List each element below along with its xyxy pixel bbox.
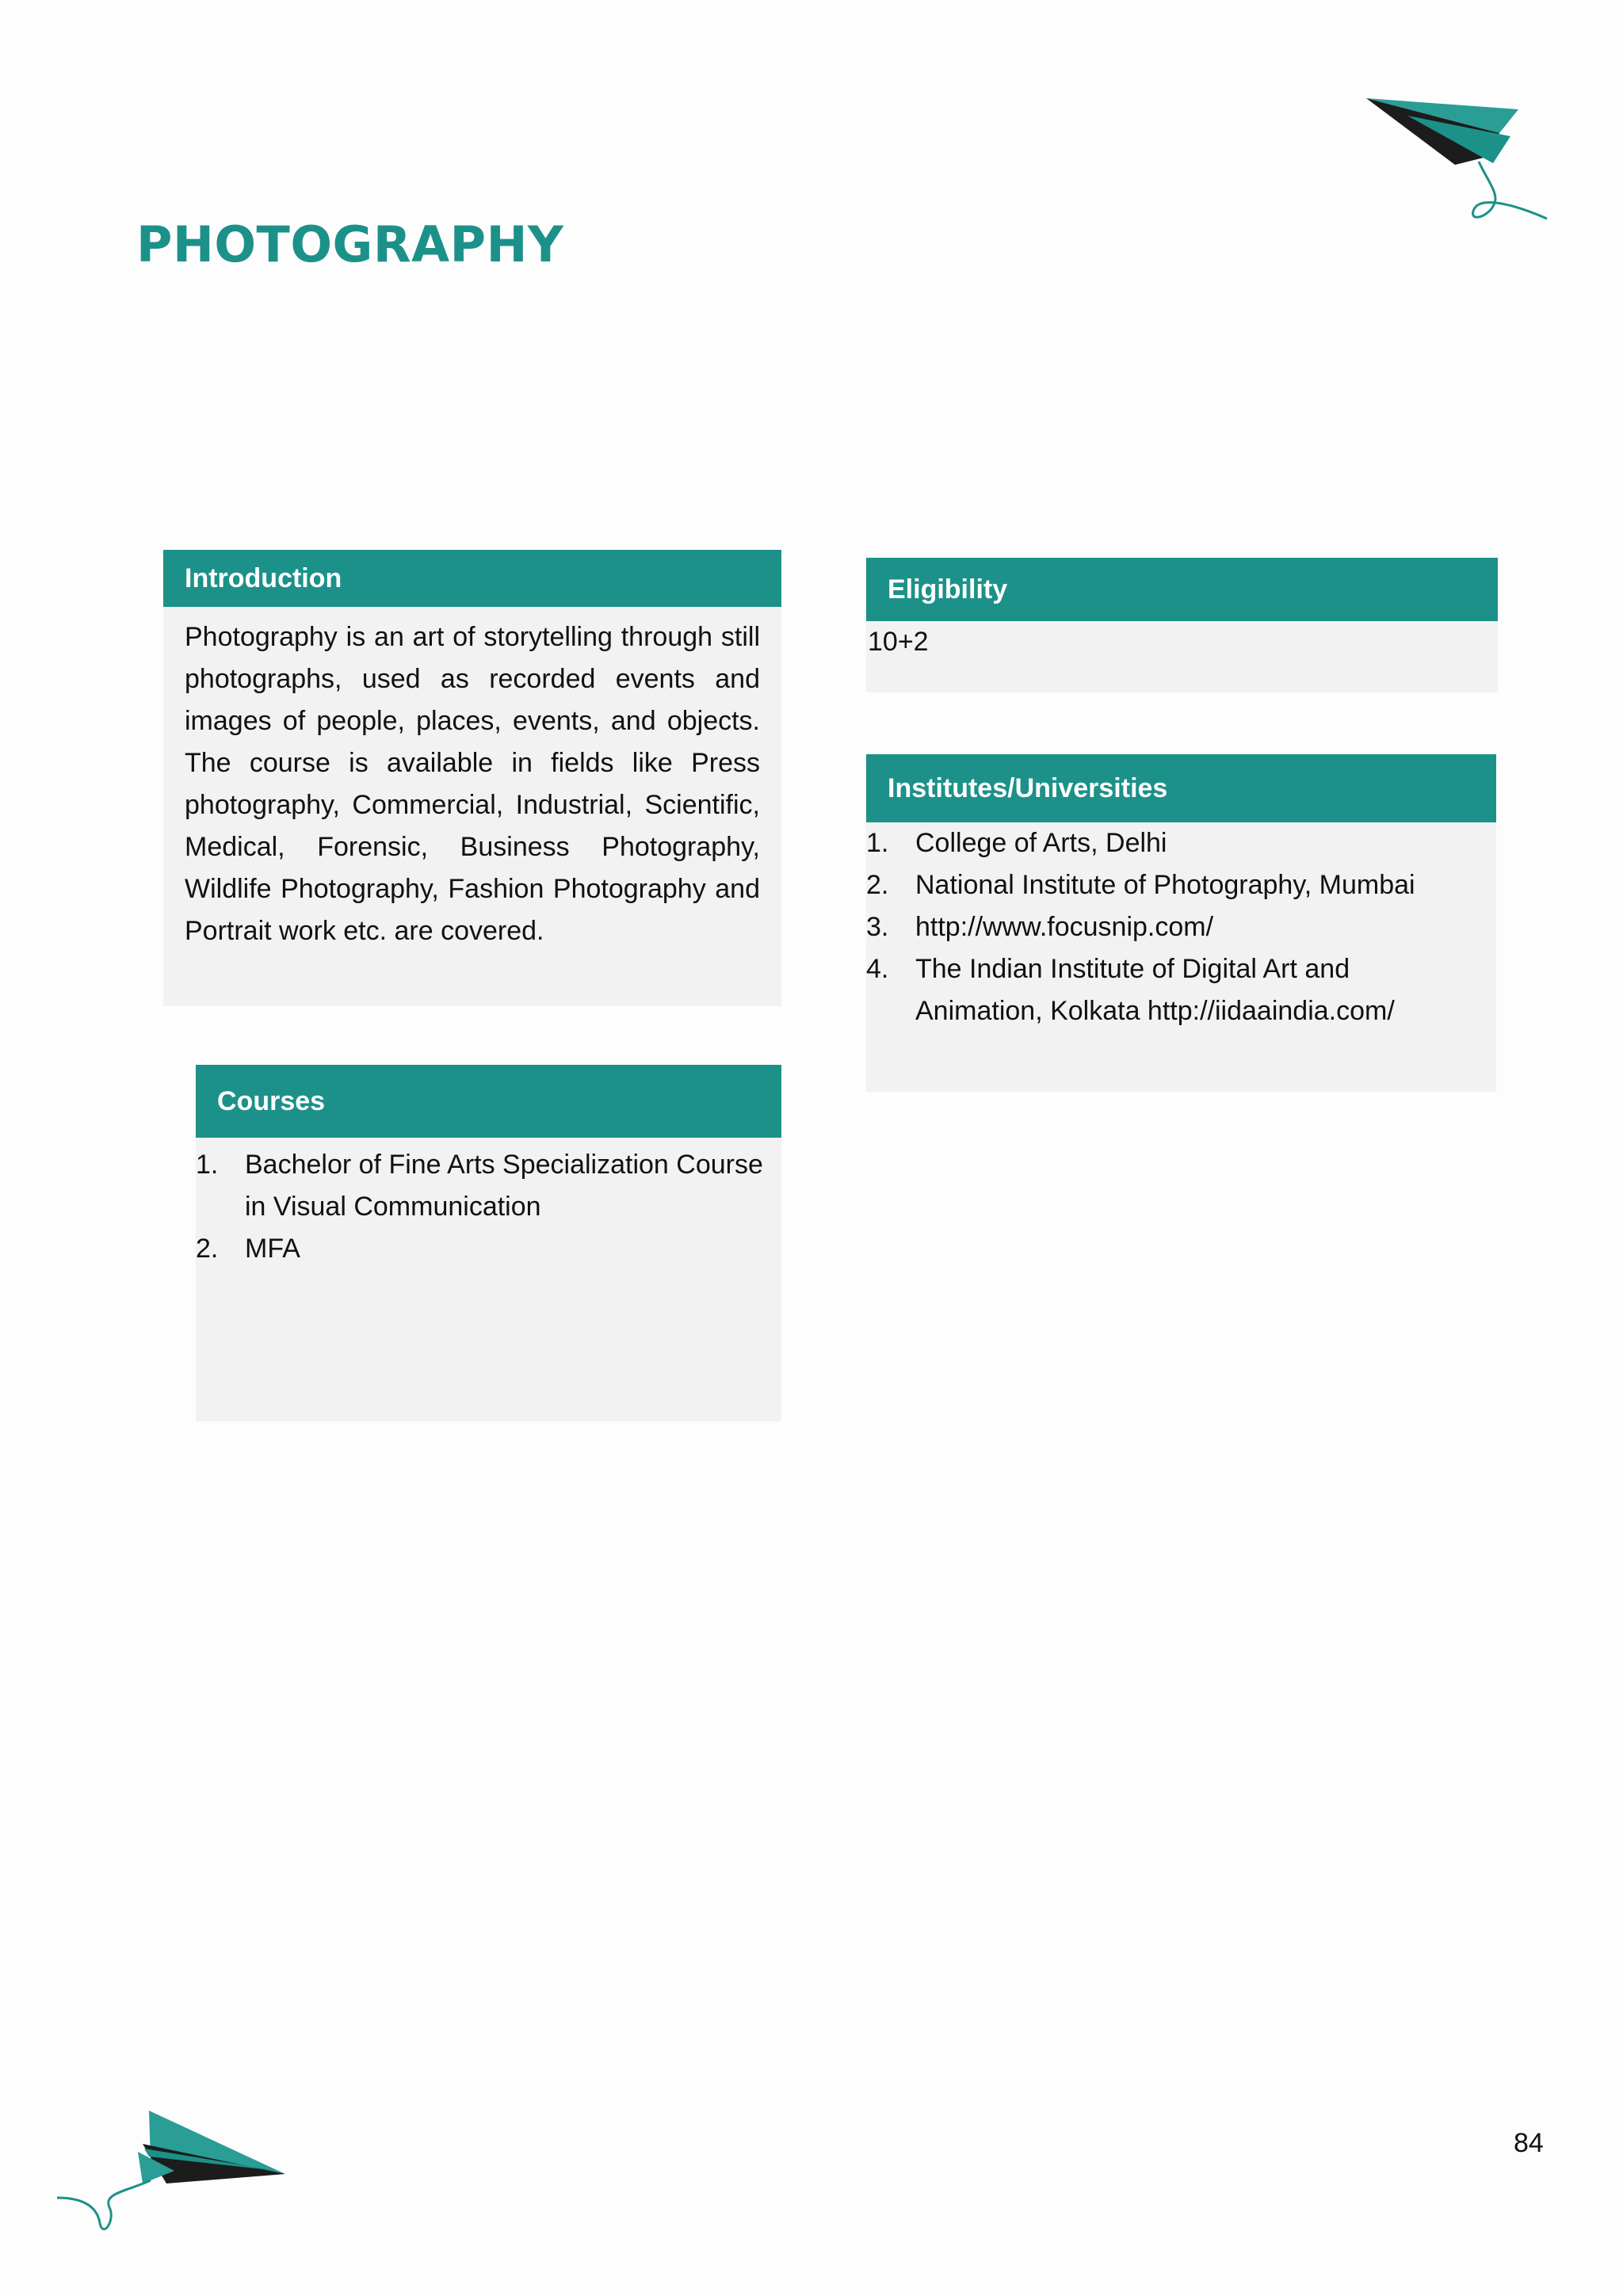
paper-plane-icon — [1360, 92, 1550, 235]
institute-name: National Institute of Photography, Mumbai — [915, 870, 1415, 900]
list-number: 1. — [196, 1150, 219, 1180]
page-title: PHOTOGRAPHY — [136, 215, 564, 273]
introduction-text: Photography is an art of storytelling through still photographs, used as recorded events and images of people, places, events, and objects. The course is available in fields like Press photography, Commercial, Industrial, Scientific, Medical, Forensic, Business Photography, Wildlife Photography, Fashion Photography and Portrait work etc. are covered. — [185, 622, 760, 946]
list-number: 2. — [196, 1234, 219, 1264]
courses-body — [196, 1138, 781, 1270]
institute-name: The Indian Institute of Digital Art and Animation, Kolkata http://iidaaindia.com/ — [915, 954, 1395, 1026]
list-number: 3. — [866, 912, 889, 942]
introduction-card — [163, 550, 781, 1006]
eligibility-body — [866, 621, 1498, 662]
courses-heading: Courses — [196, 1065, 781, 1138]
courses-list — [196, 1138, 781, 1270]
list-item — [866, 864, 1496, 906]
list-item — [866, 906, 1496, 948]
institutes-card — [866, 754, 1496, 1092]
page-number: 84 — [1514, 2128, 1544, 2158]
list-item — [196, 1228, 781, 1270]
list-number: 1. — [866, 828, 889, 858]
course-name: MFA — [245, 1234, 300, 1264]
eligibility-text: 10+2 — [868, 627, 929, 657]
introduction-heading: Introduction — [163, 550, 781, 607]
paper-plane-icon — [55, 2104, 293, 2247]
institutes-list — [866, 822, 1496, 1032]
list-item — [866, 822, 1496, 864]
list-number: 2. — [866, 870, 889, 900]
introduction-body — [163, 607, 781, 952]
institutes-heading: Institutes/Universities — [866, 754, 1496, 822]
institute-name: College of Arts, Delhi — [915, 828, 1167, 858]
list-item — [866, 948, 1496, 1032]
institute-link[interactable]: http://www.focusnip.com/ — [915, 912, 1214, 942]
eligibility-heading: Eligibility — [866, 558, 1498, 621]
list-item — [196, 1144, 781, 1228]
institutes-body — [866, 822, 1496, 1032]
list-number: 4. — [866, 954, 889, 984]
eligibility-card — [866, 558, 1498, 692]
course-name: Bachelor of Fine Arts Specialization Course in Visual Communication — [245, 1150, 763, 1222]
courses-card — [196, 1065, 781, 1421]
